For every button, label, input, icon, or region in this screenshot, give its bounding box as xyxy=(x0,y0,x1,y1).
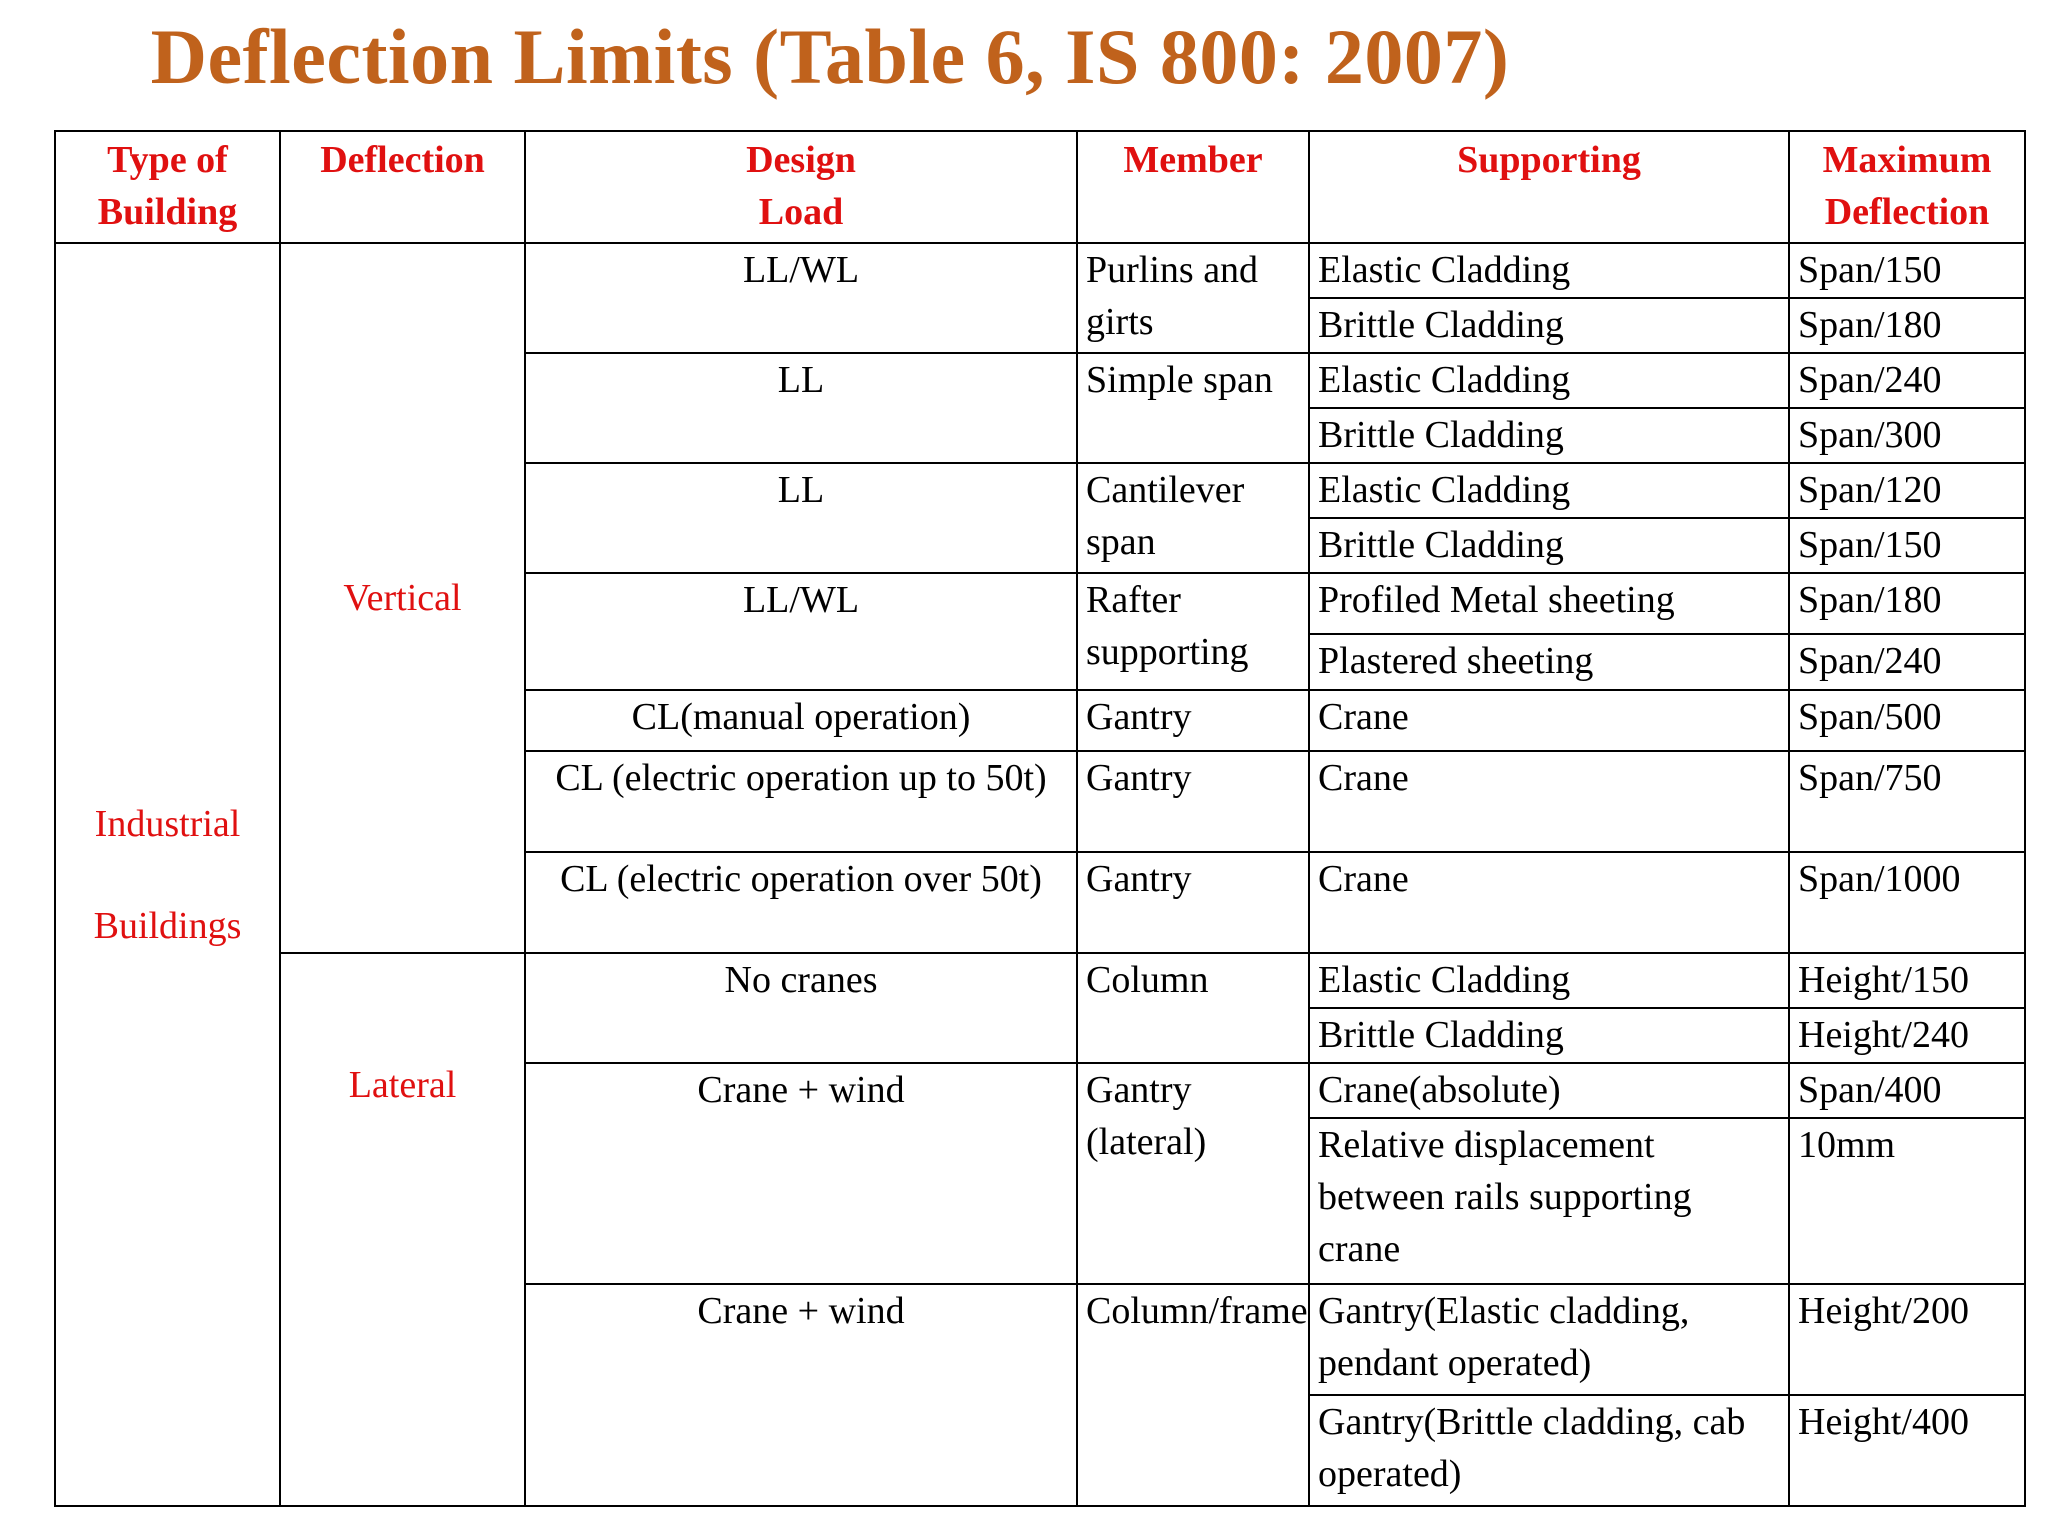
member-cell: Cantilever span xyxy=(1077,463,1309,573)
supporting-cell: Elastic Cladding xyxy=(1309,243,1789,298)
supporting-cell: Brittle Cladding xyxy=(1309,1008,1789,1063)
supporting-cell: Gantry(Brittle cladding, cab operated) xyxy=(1309,1395,1789,1506)
design-load-cell: LL/WL xyxy=(525,243,1077,353)
supporting-cell: Relative displacement between rails supporting crane xyxy=(1309,1118,1789,1284)
max-deflection-cell: Height/150 xyxy=(1789,953,2025,1008)
max-deflection-cell: Span/180 xyxy=(1789,298,2025,353)
max-deflection-cell: Height/200 xyxy=(1789,1284,2025,1395)
member-cell: Column xyxy=(1077,953,1309,1063)
member-cell: Purlins and girts xyxy=(1077,243,1309,353)
group-lateral: Lateral xyxy=(280,953,525,1506)
design-load-cell: CL(manual operation) xyxy=(525,690,1077,751)
max-deflection-cell: Span/500 xyxy=(1789,690,2025,751)
group-vertical: Vertical xyxy=(280,243,525,953)
supporting-cell: Crane(absolute) xyxy=(1309,1063,1789,1118)
header-design-load: Design Load xyxy=(525,131,1077,243)
supporting-cell: Elastic Cladding xyxy=(1309,463,1789,518)
member-cell: Column/frame xyxy=(1077,1284,1309,1506)
design-load-cell: Crane + wind xyxy=(525,1284,1077,1506)
design-load-cell: LL xyxy=(525,353,1077,463)
member-cell: Rafter supporting xyxy=(1077,573,1309,690)
header-deflection: Deflection xyxy=(280,131,525,243)
design-load-cell: LL xyxy=(525,463,1077,573)
max-deflection-cell: Span/1000 xyxy=(1789,852,2025,953)
supporting-cell: Profiled Metal sheeting xyxy=(1309,573,1789,634)
header-supporting: Supporting xyxy=(1309,131,1789,243)
max-deflection-cell: 10mm xyxy=(1789,1118,2025,1284)
supporting-cell: Crane xyxy=(1309,690,1789,751)
max-deflection-cell: Span/150 xyxy=(1789,518,2025,573)
supporting-cell: Brittle Cladding xyxy=(1309,298,1789,353)
supporting-cell: Crane xyxy=(1309,852,1789,953)
header-member: Member xyxy=(1077,131,1309,243)
max-deflection-cell: Height/240 xyxy=(1789,1008,2025,1063)
max-deflection-cell: Span/400 xyxy=(1789,1063,2025,1118)
header-maximum-deflection: Maximum Deflection xyxy=(1789,131,2025,243)
deflection-limits-table xyxy=(54,130,2026,1507)
supporting-cell: Brittle Cladding xyxy=(1309,518,1789,573)
table-row xyxy=(55,243,2025,298)
member-cell: Gantry xyxy=(1077,852,1309,953)
page-title: Deflection Limits (Table 6, IS 800: 2007) xyxy=(150,13,1510,100)
supporting-cell: Elastic Cladding xyxy=(1309,953,1789,1008)
member-cell: Simple span xyxy=(1077,353,1309,463)
supporting-cell: Elastic Cladding xyxy=(1309,353,1789,408)
member-cell: Gantry xyxy=(1077,751,1309,852)
max-deflection-cell: Span/240 xyxy=(1789,634,2025,690)
member-cell: Gantry xyxy=(1077,690,1309,751)
table-row xyxy=(55,953,2025,1008)
max-deflection-cell: Height/400 xyxy=(1789,1395,2025,1506)
design-load-cell: LL/WL xyxy=(525,573,1077,690)
design-load-cell: CL (electric operation up to 50t) xyxy=(525,751,1077,852)
max-deflection-cell: Span/180 xyxy=(1789,573,2025,634)
design-load-cell: CL (electric operation over 50t) xyxy=(525,852,1077,953)
max-deflection-cell: Span/300 xyxy=(1789,408,2025,463)
building-type-cell: Industrial Buildings xyxy=(55,243,280,1506)
max-deflection-cell: Span/240 xyxy=(1789,353,2025,408)
header-row xyxy=(55,131,2025,243)
supporting-cell: Plastered sheeting xyxy=(1309,634,1789,690)
supporting-cell: Gantry(Elastic cladding, pendant operated) xyxy=(1309,1284,1789,1395)
max-deflection-cell: Span/750 xyxy=(1789,751,2025,852)
design-load-cell: Crane + wind xyxy=(525,1063,1077,1284)
max-deflection-cell: Span/150 xyxy=(1789,243,2025,298)
max-deflection-cell: Span/120 xyxy=(1789,463,2025,518)
supporting-cell: Crane xyxy=(1309,751,1789,852)
member-cell: Gantry (lateral) xyxy=(1077,1063,1309,1284)
supporting-cell: Brittle Cladding xyxy=(1309,408,1789,463)
header-type-of-building: Type of Building xyxy=(55,131,280,243)
design-load-cell: No cranes xyxy=(525,953,1077,1063)
